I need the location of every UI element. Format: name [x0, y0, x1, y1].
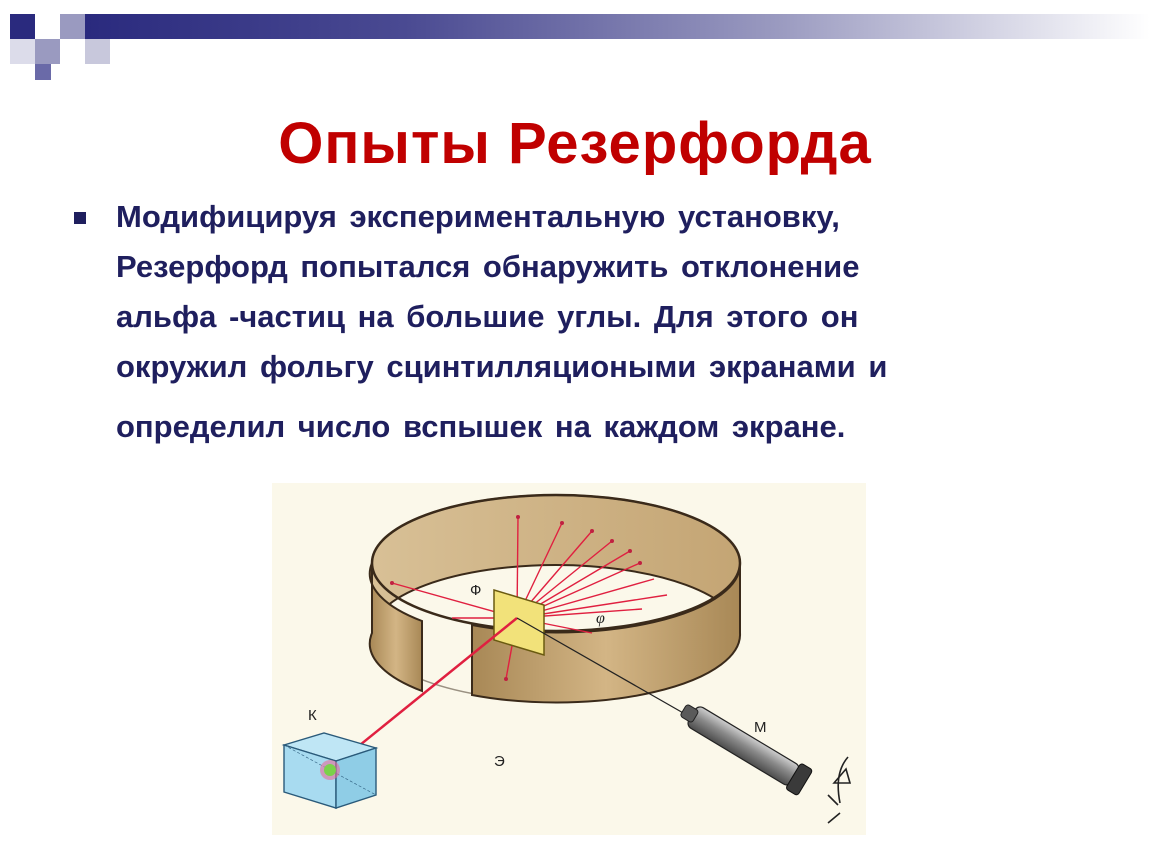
label-foil: Ф — [470, 582, 482, 599]
corner-square-lilac-2 — [35, 39, 60, 64]
rutherford-apparatus-diagram — [272, 483, 866, 835]
corner-square-navy-2 — [85, 39, 110, 64]
bullet-line-3: альфа -частиц на большие углы. Для этого он — [116, 299, 859, 334]
radioactive-source-box — [284, 733, 376, 808]
label-source: К — [308, 707, 317, 724]
label-microscope: М — [754, 719, 767, 736]
header-gradient-bar — [85, 14, 1150, 39]
label-screen: Э — [494, 753, 505, 770]
bullet-line-2: Резерфорд попытался обнаружить отклонение — [116, 249, 860, 284]
corner-square-grey — [10, 39, 35, 64]
corner-square-navy-1 — [10, 14, 35, 39]
bullet-line-1: Модифицируя экспериментальную установку, — [116, 199, 840, 234]
bullet-line-5: определил число вспышек на каждом экране. — [116, 409, 846, 444]
bullet-line-4: окружил фольгу сцинтилляциоными экранами и — [116, 349, 888, 384]
label-angle: φ — [596, 610, 605, 627]
bullet-paragraph — [116, 192, 1076, 452]
corner-square-small — [35, 64, 51, 80]
bullet-square-icon — [74, 212, 86, 224]
corner-square-lilac-1 — [60, 14, 85, 39]
slide-title: Опыты Резерфорда — [278, 111, 872, 176]
